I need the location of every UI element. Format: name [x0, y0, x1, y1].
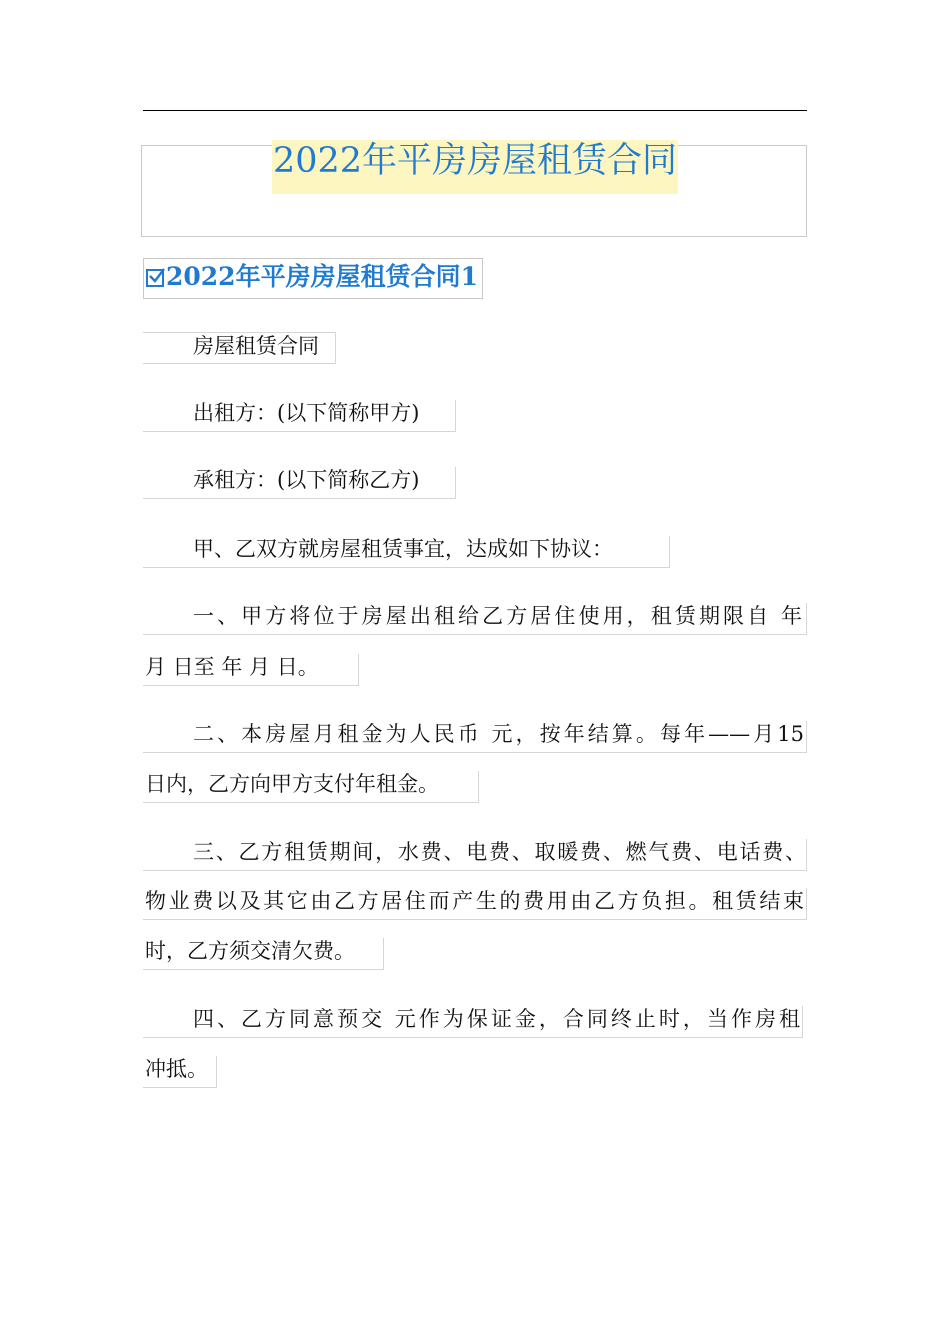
paragraph-line: 出租方：(以下简称甲方): [143, 400, 456, 432]
paragraph-line: 承租方：(以下简称乙方): [143, 467, 456, 499]
paragraph-line: 日内，乙方向甲方支付年租金。: [143, 771, 479, 803]
paragraph-line: 物业费以及其它由乙方居住而产生的费用由乙方负担。租赁结束: [143, 888, 807, 920]
paragraph-line: 甲、乙双方就房屋租赁事宜，达成如下协议：: [143, 536, 670, 568]
paragraph-line: 二、本房屋月租金为人民币 元，按年结算。每年——月15: [143, 721, 807, 753]
section-heading-text: 2022年平房房屋租赁合同1: [166, 262, 478, 291]
document-title: 2022年平房房屋租赁合同: [272, 140, 678, 194]
paragraph-line: 冲抵。: [143, 1056, 217, 1088]
section-heading: [143, 258, 483, 299]
checkbox-checked-icon: [146, 269, 164, 287]
top-rule: [143, 110, 807, 111]
paragraph-line: 四、乙方同意预交 元作为保证金，合同终止时，当作房租: [143, 1006, 803, 1038]
paragraph-line: 三、乙方租赁期间，水费、电费、取暖费、燃气费、电话费、: [143, 839, 807, 871]
paragraph-line: 时，乙方须交清欠费。: [143, 938, 384, 970]
paragraph-line: 房屋租赁合同: [143, 332, 336, 364]
paragraph-line: 一、甲方将位于房屋出租给乙方居住使用，租赁期限自 年: [143, 603, 807, 635]
paragraph-line: 月 日至 年 月 日。: [143, 654, 359, 686]
